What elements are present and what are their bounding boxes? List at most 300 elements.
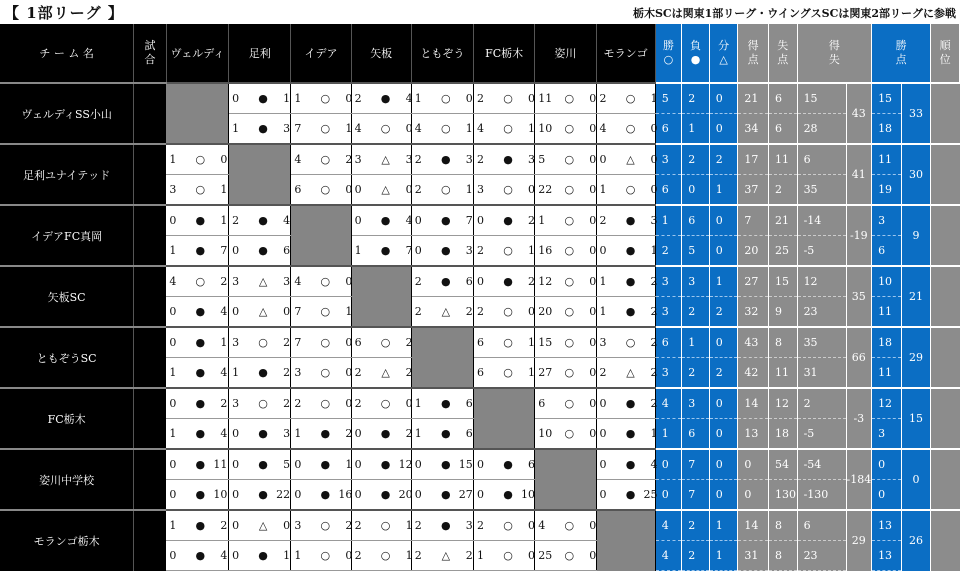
score-own: 2 <box>414 305 422 318</box>
score-opp: 4 <box>220 427 228 440</box>
score-cell <box>291 388 351 419</box>
score-cell <box>351 541 411 571</box>
stat-points: 19 <box>872 175 902 206</box>
score-own: 0 <box>232 519 240 532</box>
stat-losses: 1 <box>682 114 710 145</box>
result-mark: ● <box>258 214 268 227</box>
score-opp: 0 <box>528 549 536 562</box>
rank-cell <box>931 144 960 205</box>
result-mark: ○ <box>503 183 513 196</box>
score-opp: 1 <box>528 244 536 257</box>
score-own: 2 <box>354 549 362 562</box>
score-cell <box>351 388 411 419</box>
score-cell <box>166 541 228 571</box>
stat-draws: 1 <box>709 266 738 297</box>
score-opp: 4 <box>283 214 291 227</box>
result-mark: ○ <box>564 549 575 562</box>
score-own: 4 <box>414 122 422 135</box>
result-mark: ● <box>380 427 391 440</box>
score-opp: 0 <box>405 183 413 196</box>
score-cell <box>351 175 411 206</box>
stat-goal-diff: -5 <box>797 236 846 267</box>
score-opp: 3 <box>405 153 413 166</box>
score-opp: 0 <box>345 275 353 288</box>
points-total: 33 <box>901 83 931 144</box>
stat-goal-diff: 15 <box>797 83 846 114</box>
points-total: 30 <box>901 144 931 205</box>
result-mark: ○ <box>440 183 451 196</box>
stat-goals-against: 8 <box>768 327 797 358</box>
result-mark: ○ <box>625 183 636 196</box>
score-own: 0 <box>414 458 422 471</box>
result-mark: ● <box>195 305 206 318</box>
score-cell <box>535 327 596 358</box>
score-cell <box>535 266 596 297</box>
score-opp: 1 <box>220 183 228 196</box>
score-opp: 0 <box>405 122 413 135</box>
result-mark: ● <box>258 366 268 379</box>
score-cell <box>166 297 228 328</box>
score-own: 0 <box>169 214 177 227</box>
score-opp: 0 <box>589 122 597 135</box>
score-own: 2 <box>232 214 240 227</box>
stat-points: 11 <box>872 358 902 389</box>
stat-losses: 2 <box>682 83 710 114</box>
result-mark: ● <box>503 275 513 288</box>
result-mark: ○ <box>380 397 391 410</box>
score-opp: 0 <box>528 183 536 196</box>
games-played <box>134 83 167 144</box>
goal-diff-total: -3 <box>846 388 872 449</box>
score-own: 16 <box>538 244 553 257</box>
result-mark: ● <box>625 397 636 410</box>
score-own: 6 <box>354 336 362 349</box>
rank-cell <box>931 449 960 510</box>
score-cell <box>535 175 596 206</box>
score-own: 1 <box>354 244 362 257</box>
score-own: 2 <box>599 92 607 105</box>
score-opp: 3 <box>528 153 536 166</box>
stat-points: 12 <box>872 388 902 419</box>
result-mark: ● <box>380 488 391 501</box>
result-mark: ● <box>195 244 206 257</box>
score-opp: 1 <box>345 305 353 318</box>
stat-losses: 0 <box>682 175 710 206</box>
result-mark: ● <box>380 92 391 105</box>
score-own: 0 <box>294 488 302 501</box>
result-mark: ○ <box>564 214 575 227</box>
score-own: 0 <box>477 275 485 288</box>
score-own: 0 <box>477 458 485 471</box>
score-opp: 6 <box>465 427 473 440</box>
score-opp: 2 <box>650 305 658 318</box>
stat-draws: 1 <box>709 175 738 206</box>
stat-points: 18 <box>872 327 902 358</box>
score-opp: 20 <box>398 488 413 501</box>
result-mark: △ <box>258 519 268 532</box>
score-opp: 2 <box>220 275 228 288</box>
score-own: 4 <box>169 275 177 288</box>
games-played <box>134 510 167 571</box>
score-own: 0 <box>599 244 607 257</box>
score-opp: 2 <box>345 519 353 532</box>
score-opp: 27 <box>458 488 473 501</box>
header-goals-for: 得 点 <box>738 24 769 83</box>
score-opp: 0 <box>345 366 353 379</box>
score-own: 4 <box>294 153 302 166</box>
score-own: 3 <box>232 336 240 349</box>
goal-diff-total: 29 <box>846 510 872 571</box>
score-own: 7 <box>294 336 302 349</box>
score-opp: 1 <box>220 336 228 349</box>
score-cell <box>474 297 535 328</box>
self-match-cell <box>291 205 351 266</box>
score-cell <box>411 236 473 267</box>
stat-goals-against: 9 <box>768 297 797 328</box>
result-mark: ○ <box>503 336 513 349</box>
score-opp: 4 <box>220 366 228 379</box>
games-played <box>134 144 167 205</box>
score-cell <box>291 83 351 114</box>
result-mark: ● <box>380 244 391 257</box>
result-mark: ● <box>195 397 206 410</box>
score-cell <box>351 419 411 450</box>
team-row <box>0 144 960 175</box>
games-played <box>134 327 167 388</box>
result-mark: ○ <box>564 153 575 166</box>
stat-draws: 0 <box>709 449 738 480</box>
result-mark: ● <box>440 397 451 410</box>
result-mark: ● <box>503 458 513 471</box>
stat-goal-diff: 31 <box>797 358 846 389</box>
stat-goals-against: 21 <box>768 205 797 236</box>
score-opp: 1 <box>528 336 536 349</box>
score-own: 0 <box>599 397 607 410</box>
score-own: 0 <box>599 153 607 166</box>
score-own: 2 <box>354 397 362 410</box>
header-row <box>0 24 960 83</box>
score-own: 0 <box>169 336 177 349</box>
score-own: 2 <box>599 366 607 379</box>
score-opp: 0 <box>465 92 473 105</box>
goal-diff-total: 66 <box>846 327 872 388</box>
result-mark: ● <box>320 488 331 501</box>
score-opp: 0 <box>589 92 597 105</box>
result-mark: ○ <box>320 519 331 532</box>
score-opp: 4 <box>220 305 228 318</box>
score-opp: 0 <box>405 397 413 410</box>
stat-goals-against: 18 <box>768 419 797 450</box>
score-cell <box>535 83 596 114</box>
score-own: 0 <box>354 427 362 440</box>
score-cell <box>351 449 411 480</box>
score-own: 1 <box>414 397 422 410</box>
score-own: 1 <box>294 92 302 105</box>
score-opp: 2 <box>528 214 536 227</box>
score-opp: 0 <box>345 549 353 562</box>
score-opp: 4 <box>405 92 413 105</box>
score-own: 2 <box>477 244 485 257</box>
result-mark: ○ <box>503 549 513 562</box>
score-opp: 0 <box>589 244 597 257</box>
score-own: 2 <box>477 519 485 532</box>
score-cell <box>291 541 351 571</box>
score-own: 0 <box>477 214 485 227</box>
result-mark: ● <box>503 153 513 166</box>
score-cell <box>166 144 228 175</box>
stat-points: 3 <box>872 419 902 450</box>
score-cell <box>166 480 228 511</box>
score-cell <box>166 205 228 236</box>
goal-diff-total: 41 <box>846 144 872 205</box>
score-own: 6 <box>477 366 485 379</box>
score-cell <box>166 419 228 450</box>
stat-wins: 1 <box>655 205 682 236</box>
result-mark: ● <box>258 92 268 105</box>
result-mark: ○ <box>258 336 268 349</box>
games-played <box>134 266 167 327</box>
games-played <box>134 388 167 449</box>
score-own: 0 <box>599 458 607 471</box>
score-own: 0 <box>354 488 362 501</box>
score-cell <box>474 175 535 206</box>
result-mark: ○ <box>503 92 513 105</box>
header-draws: 分 △ <box>709 24 738 83</box>
result-mark: ○ <box>503 122 513 135</box>
score-own: 2 <box>477 305 485 318</box>
result-mark: ● <box>195 366 206 379</box>
stat-goals-against: 11 <box>768 358 797 389</box>
result-mark: ○ <box>625 92 636 105</box>
stat-wins: 3 <box>655 358 682 389</box>
result-mark: ○ <box>195 153 206 166</box>
score-cell <box>535 297 596 328</box>
score-cell <box>351 480 411 511</box>
games-played <box>134 205 167 266</box>
result-mark: ○ <box>564 305 575 318</box>
score-opp: 2 <box>283 336 291 349</box>
score-own: 0 <box>169 397 177 410</box>
stat-goals-for: 20 <box>738 236 769 267</box>
result-mark: ● <box>195 519 206 532</box>
score-cell <box>229 327 291 358</box>
points-total: 0 <box>901 449 931 510</box>
stat-losses: 1 <box>682 327 710 358</box>
score-opp: 4 <box>220 549 228 562</box>
result-mark: ● <box>503 488 513 501</box>
rank-cell <box>931 83 960 144</box>
score-cell <box>229 449 291 480</box>
header-opponent: 姿川 <box>535 24 596 83</box>
stat-goals-for: 17 <box>738 144 769 175</box>
points-total: 26 <box>901 510 931 571</box>
score-cell <box>229 388 291 419</box>
score-cell <box>535 419 596 450</box>
score-own: 6 <box>538 397 546 410</box>
points-total: 21 <box>901 266 931 327</box>
score-opp: 2 <box>283 366 291 379</box>
score-cell <box>229 480 291 511</box>
score-own: 3 <box>294 366 302 379</box>
score-cell <box>291 327 351 358</box>
stat-draws: 2 <box>709 358 738 389</box>
stat-points: 3 <box>872 205 902 236</box>
stat-goals-against: 8 <box>768 510 797 541</box>
score-opp: 0 <box>283 305 291 318</box>
header-opponent: 足利 <box>229 24 291 83</box>
result-mark: ○ <box>503 244 513 257</box>
score-opp: 7 <box>405 244 413 257</box>
result-mark: ○ <box>564 397 575 410</box>
stat-losses: 2 <box>682 358 710 389</box>
score-opp: 0 <box>345 92 353 105</box>
stat-losses: 2 <box>682 541 710 571</box>
rank-cell <box>931 510 960 571</box>
stat-draws: 0 <box>709 480 738 511</box>
score-cell <box>291 449 351 480</box>
score-opp: 0 <box>650 153 658 166</box>
result-mark: △ <box>381 153 390 166</box>
stat-wins: 6 <box>655 114 682 145</box>
score-opp: 0 <box>589 519 597 532</box>
score-own: 0 <box>169 549 177 562</box>
score-cell <box>229 419 291 450</box>
score-opp: 1 <box>465 122 473 135</box>
result-mark: ● <box>320 427 331 440</box>
score-opp: 2 <box>650 366 658 379</box>
result-mark: △ <box>381 366 390 379</box>
stat-goal-diff: -130 <box>797 480 846 511</box>
result-mark: ○ <box>440 122 451 135</box>
score-opp: 0 <box>528 305 536 318</box>
league-title: 【 1部リーグ 】 <box>4 4 124 22</box>
score-opp: 5 <box>283 458 291 471</box>
result-mark: ○ <box>320 183 331 196</box>
score-own: 2 <box>477 153 485 166</box>
score-cell <box>166 388 228 419</box>
score-cell <box>411 419 473 450</box>
result-mark: ○ <box>564 183 575 196</box>
score-opp: 10 <box>213 488 228 501</box>
score-opp: 7 <box>465 214 473 227</box>
score-opp: 0 <box>345 336 353 349</box>
score-own: 3 <box>169 183 177 196</box>
result-mark: ○ <box>564 519 575 532</box>
stat-goals-against: 6 <box>768 114 797 145</box>
score-opp: 12 <box>398 458 413 471</box>
score-own: 4 <box>477 122 485 135</box>
score-cell <box>474 358 535 389</box>
score-own: 1 <box>538 214 546 227</box>
stat-goals-against: 54 <box>768 449 797 480</box>
stat-goal-diff: 35 <box>797 175 846 206</box>
score-opp: 0 <box>528 519 536 532</box>
team-name: イデアFC真岡 <box>0 205 134 266</box>
score-own: 6 <box>294 183 302 196</box>
score-opp: 1 <box>345 458 353 471</box>
points-total: 15 <box>901 388 931 449</box>
stat-goals-for: 31 <box>738 541 769 571</box>
score-cell <box>411 297 473 328</box>
score-opp: 3 <box>465 153 473 166</box>
score-cell <box>535 236 596 267</box>
score-cell <box>291 358 351 389</box>
score-cell <box>229 510 291 541</box>
score-opp: 22 <box>276 488 291 501</box>
stat-goal-diff: 12 <box>797 266 846 297</box>
score-cell <box>291 510 351 541</box>
stat-goal-diff: -5 <box>797 419 846 450</box>
result-mark: ● <box>625 214 636 227</box>
score-cell <box>291 114 351 145</box>
score-opp: 3 <box>283 427 291 440</box>
stat-goals-against: 2 <box>768 175 797 206</box>
score-opp: 2 <box>283 397 291 410</box>
header-points: 勝 点 <box>872 24 931 83</box>
team-row <box>0 449 960 480</box>
result-mark: ● <box>625 275 636 288</box>
result-mark: ○ <box>195 183 206 196</box>
score-own: 12 <box>538 275 553 288</box>
score-opp: 1 <box>283 549 291 562</box>
score-opp: 15 <box>458 458 473 471</box>
goal-diff-total: -19 <box>846 205 872 266</box>
score-own: 15 <box>538 336 553 349</box>
rank-cell <box>931 388 960 449</box>
team-name: モランゴ栃木 <box>0 510 134 571</box>
score-cell <box>351 510 411 541</box>
score-opp: 2 <box>345 427 353 440</box>
score-cell <box>535 144 596 175</box>
score-cell <box>166 358 228 389</box>
stat-goals-against: 15 <box>768 266 797 297</box>
result-mark: ● <box>503 214 513 227</box>
result-mark: ○ <box>320 275 331 288</box>
result-mark: ● <box>625 458 636 471</box>
result-mark: △ <box>441 305 451 318</box>
score-opp: 0 <box>589 153 597 166</box>
score-opp: 1 <box>528 366 536 379</box>
stat-wins: 4 <box>655 541 682 571</box>
score-opp: 1 <box>405 519 413 532</box>
result-mark: ● <box>195 336 206 349</box>
stat-draws: 0 <box>709 236 738 267</box>
stat-draws: 1 <box>709 510 738 541</box>
league-note: 栃木SCは関東1部リーグ・ウイングスSCは関東2部リーグに参戦 <box>632 7 956 20</box>
score-own: 0 <box>414 214 422 227</box>
score-own: 1 <box>294 549 302 562</box>
score-own: 1 <box>169 366 177 379</box>
self-match-cell <box>351 266 411 327</box>
stat-draws: 2 <box>709 144 738 175</box>
score-own: 2 <box>414 275 422 288</box>
result-mark: ○ <box>380 519 391 532</box>
stat-points: 11 <box>872 297 902 328</box>
goal-diff-total: -184 <box>846 449 872 510</box>
stat-goal-diff: 35 <box>797 327 846 358</box>
stat-goals-against: 25 <box>768 236 797 267</box>
result-mark: ● <box>195 214 206 227</box>
result-mark: ● <box>440 427 451 440</box>
score-opp: 2 <box>650 275 658 288</box>
score-opp: 0 <box>345 183 353 196</box>
score-cell <box>474 449 535 480</box>
header-opponent: FC栃木 <box>474 24 535 83</box>
header-losses: 負 ● <box>682 24 710 83</box>
score-own: 0 <box>414 244 422 257</box>
result-mark: ○ <box>380 122 391 135</box>
result-mark: ○ <box>320 366 331 379</box>
